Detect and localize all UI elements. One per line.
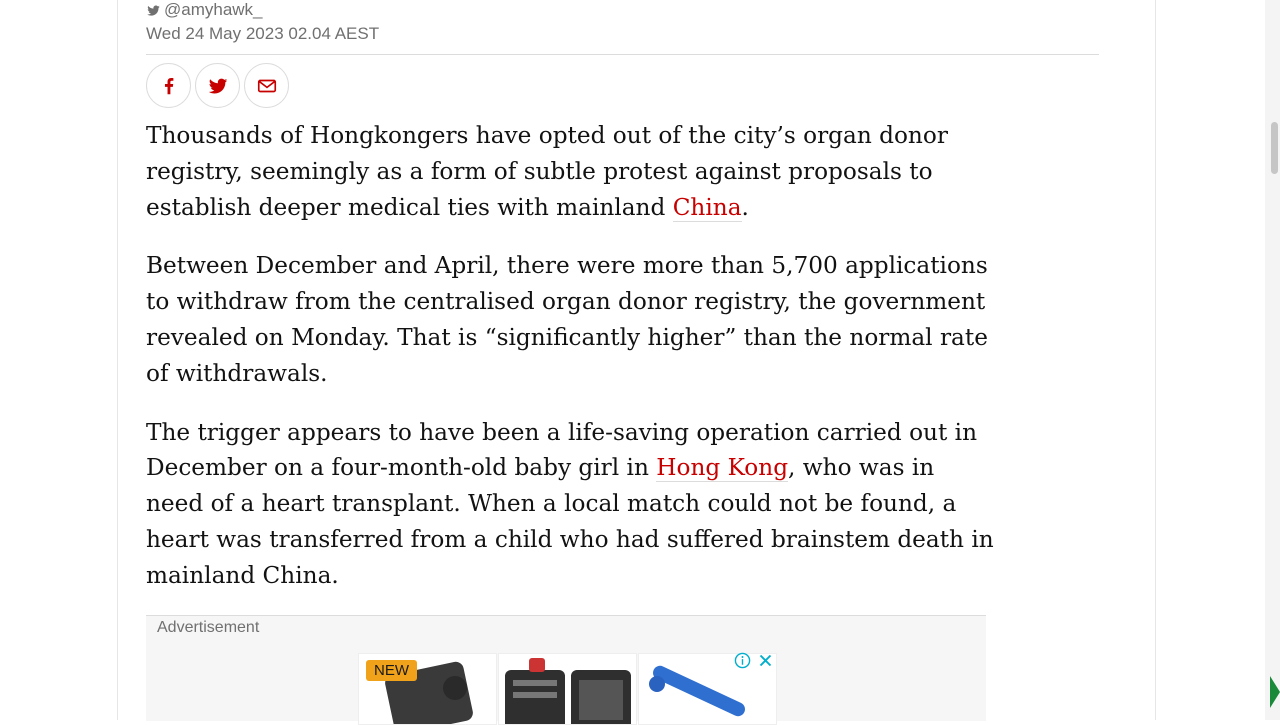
email-icon	[256, 75, 278, 97]
scrollbar-thumb[interactable]	[1271, 122, 1278, 174]
ad-info-icon[interactable]	[734, 652, 751, 669]
ad-label: Advertisement	[157, 619, 260, 636]
share-email-button[interactable]	[244, 63, 289, 108]
ad-product-card[interactable]	[498, 653, 637, 725]
twitter-icon	[207, 75, 229, 97]
author-twitter-handle[interactable]	[146, 0, 263, 20]
tool-kit-product-image	[499, 654, 636, 724]
china-link[interactable]: China	[672, 193, 742, 221]
divider	[146, 54, 1099, 55]
hong-kong-link[interactable]: Hong Kong	[656, 454, 789, 482]
page-border-right	[1155, 0, 1156, 720]
article-paragraph: The trigger appears to have been a life-saving operation carried out in December on a four-month-old baby girl in Hong Kong, who was in need of a heart transplant. When a local match could not be found, a heart was transferred from a child who had suffered brainstem death in mainland China.	[146, 418, 994, 589]
ad-product-card[interactable]	[358, 653, 497, 725]
page-scrollbar[interactable]	[1265, 0, 1280, 720]
play-arrow-icon	[1270, 676, 1280, 708]
article-body	[146, 118, 996, 617]
twitter-icon	[146, 3, 161, 18]
page-border-left	[117, 0, 118, 720]
advertisement-block	[146, 615, 986, 721]
new-badge: NEW	[366, 660, 417, 681]
article-paragraph: Between December and April, there were more than 5,700 applications to withdraw from the centralised organ donor registry, the government revealed on Monday. That is “significantly higher” than the normal rate of withdrawals.	[146, 252, 988, 387]
ad-close-icon[interactable]	[757, 652, 774, 669]
article-paragraph: Thousands of Hongkongers have opted out of the city’s organ donor registry, seemingly as a form of subtle protest against proposals to establish deeper medical ties with mainland China.	[146, 122, 948, 221]
share-facebook-button[interactable]	[146, 63, 191, 108]
share-twitter-button[interactable]	[195, 63, 240, 108]
publish-date: Wed 24 May 2023 02.04 AEST	[146, 24, 380, 43]
ad-controls	[734, 652, 774, 669]
share-bar	[146, 63, 289, 108]
author-handle-text: @amyhawk_	[164, 0, 263, 19]
facebook-icon	[158, 75, 180, 97]
